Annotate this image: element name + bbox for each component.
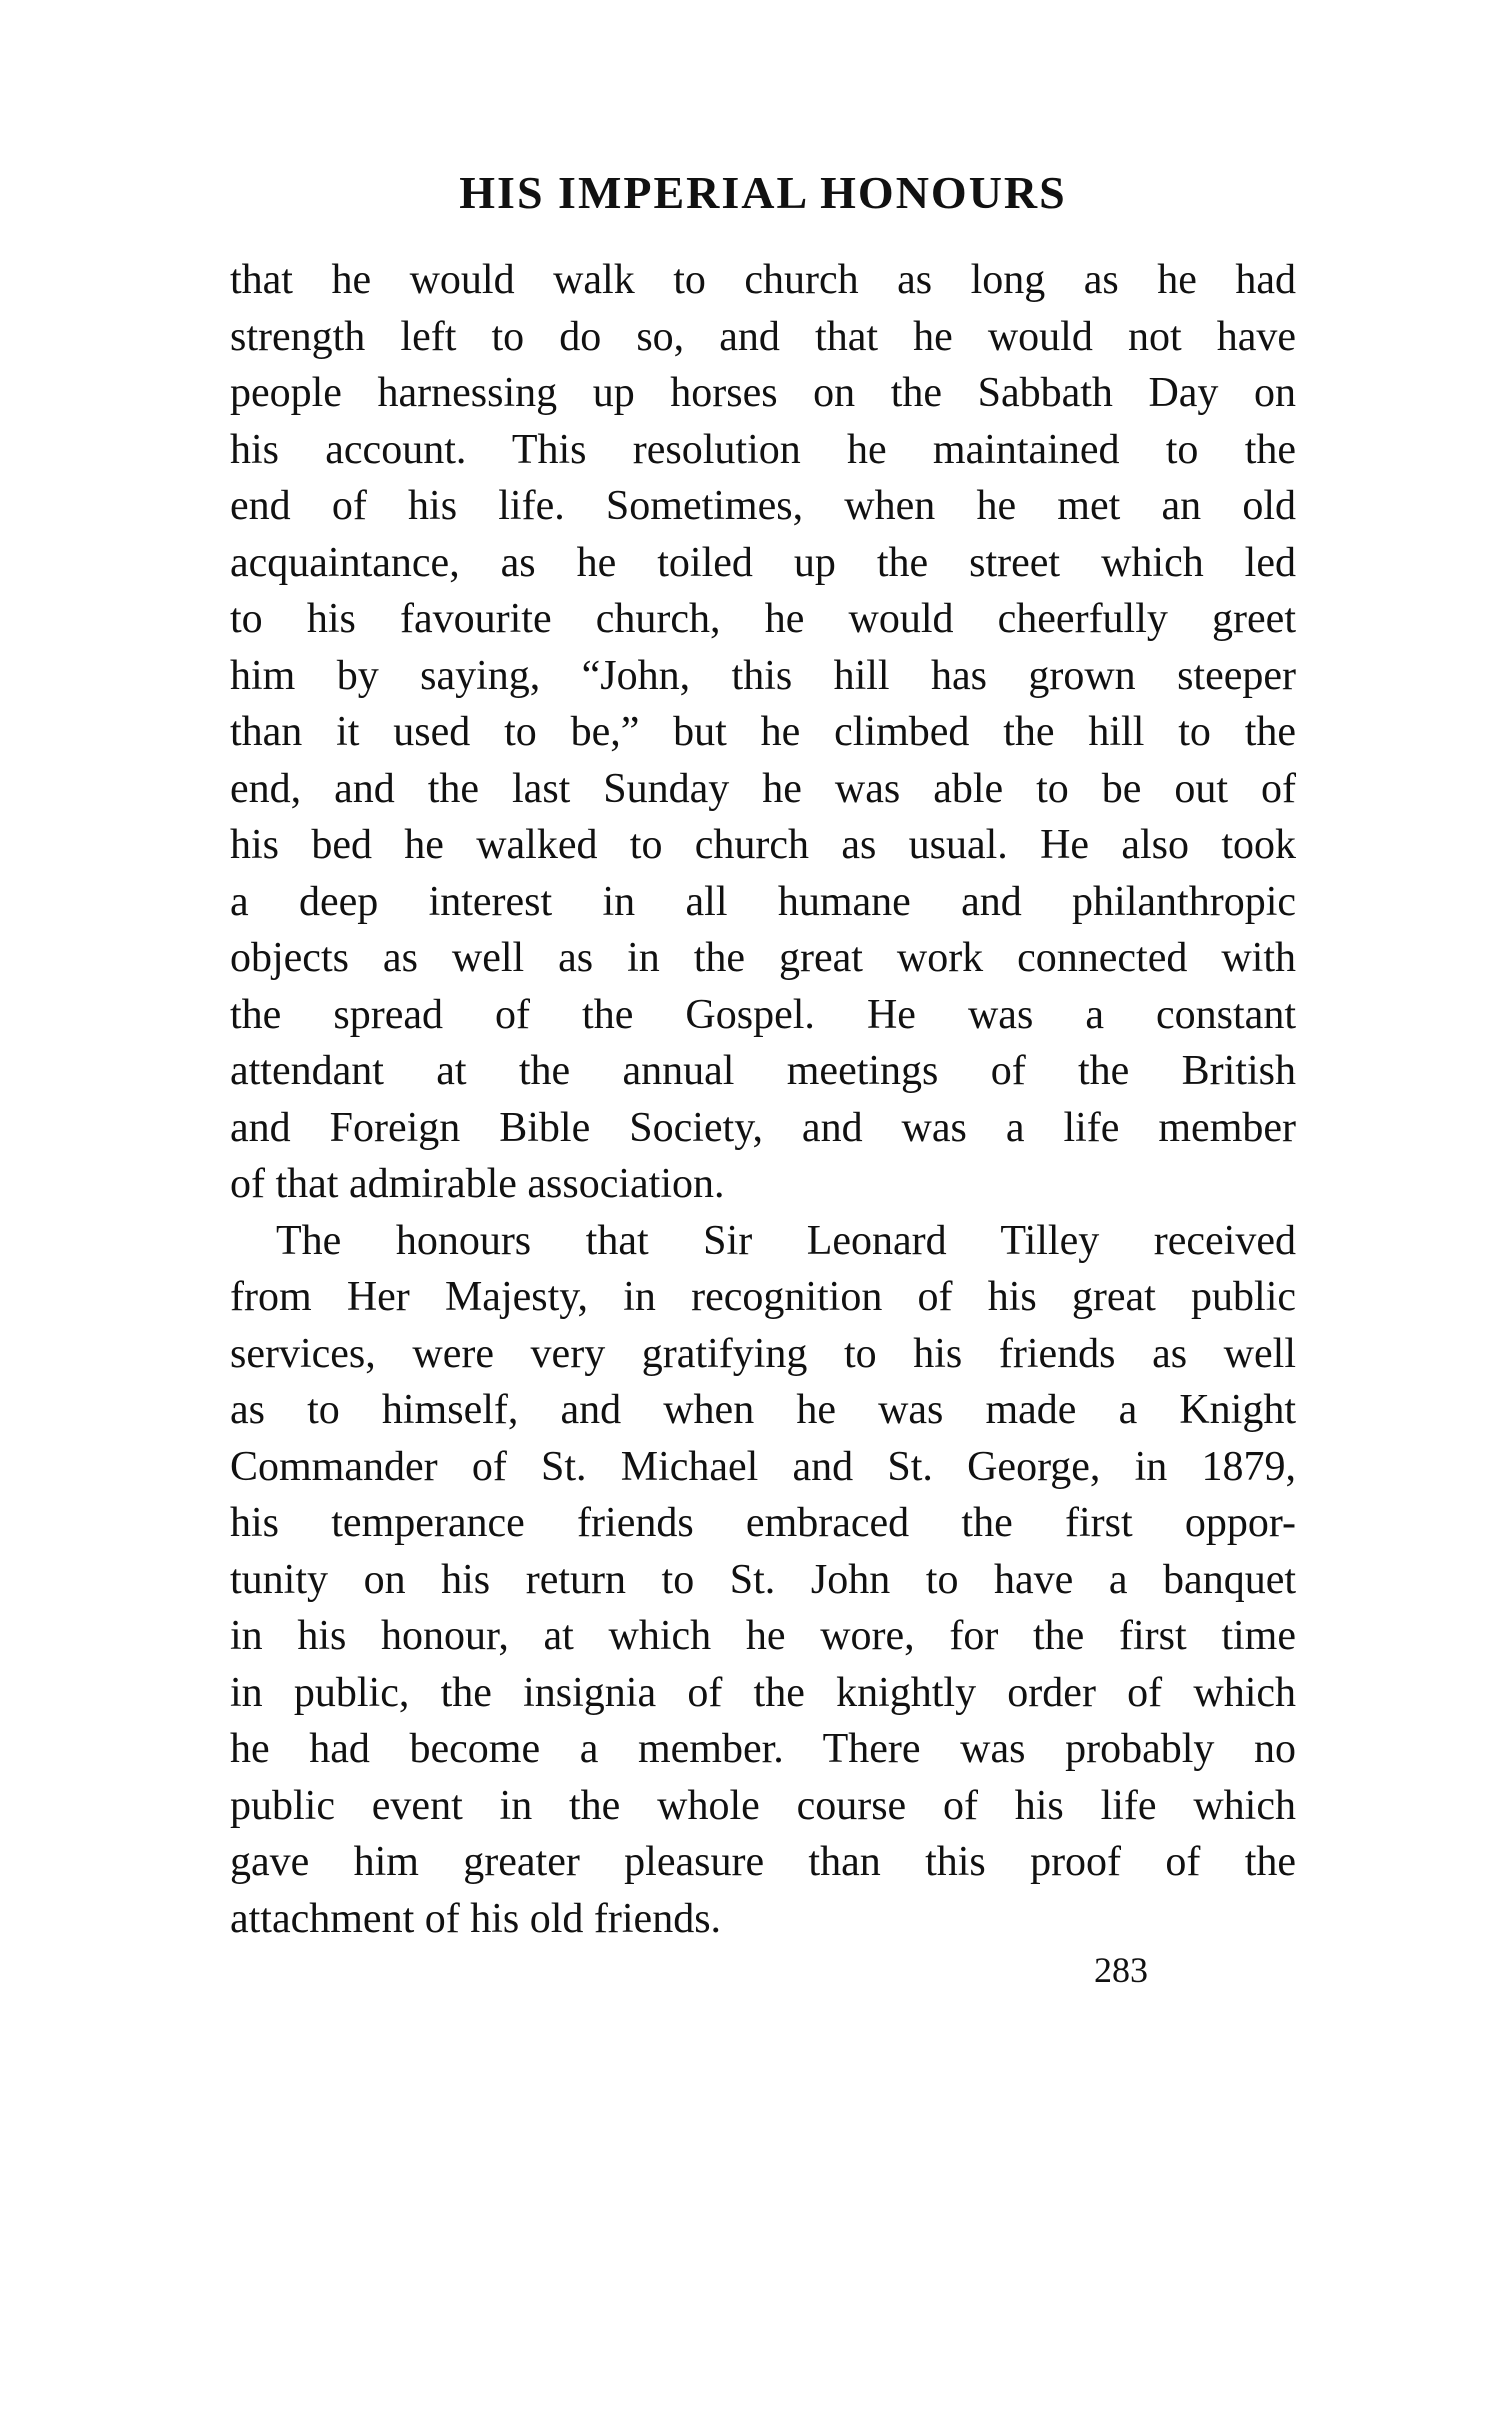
text-line: gave him greater pleasure than this proof of the bbox=[230, 1839, 1296, 1885]
paragraph-1 bbox=[230, 252, 1296, 1213]
text-line: attendant at the annual meetings of the British bbox=[230, 1048, 1296, 1094]
running-head: HIS IMPERIAL HONOURS bbox=[459, 167, 1067, 218]
text-line: his temperance friends embraced the first oppor- bbox=[230, 1500, 1296, 1546]
text-line: Commander of St. Michael and St. George, in 1879, bbox=[230, 1443, 1296, 1490]
text-line: him by saying, “John, this hill has grown steeper bbox=[230, 652, 1296, 699]
text-line: attachment of his old friends. bbox=[230, 1895, 722, 1942]
text-line: public event in the whole course of his life which bbox=[230, 1782, 1296, 1829]
text-line: as to himself, and when he was made a Knight bbox=[230, 1387, 1296, 1433]
text-line: end, and the last Sunday he was able to be out of bbox=[230, 765, 1296, 812]
text-line: strength left to do so, and that he would not have bbox=[230, 313, 1296, 360]
text-line: than it used to be,” but he climbed the hill to the bbox=[230, 709, 1296, 755]
text-line: The honours that Sir Leonard Tilley received bbox=[276, 1217, 1296, 1264]
text-line: that he would walk to church as long as he had bbox=[230, 257, 1296, 303]
text-line: in his honour, at which he wore, for the first time bbox=[230, 1613, 1296, 1659]
text-line: his account. This resolution he maintained to the bbox=[230, 426, 1296, 473]
text-line: end of his life. Sometimes, when he met an old bbox=[230, 483, 1296, 529]
text-line: a deep interest in all humane and philanthropic bbox=[230, 878, 1296, 925]
text-line: from Her Majesty, in recognition of his great public bbox=[230, 1274, 1296, 1320]
text-line: he had become a member. There was probably no bbox=[230, 1726, 1296, 1772]
text-line: objects as well as in the great work connected with bbox=[230, 935, 1296, 981]
body-text bbox=[230, 252, 1296, 1947]
text-line: his bed he walked to church as usual. He also took bbox=[230, 822, 1296, 868]
text-line: acquaintance, as he toiled up the street which led bbox=[230, 539, 1296, 586]
text-line: of that admirable association. bbox=[230, 1161, 725, 1207]
text-line: to his favourite church, he would cheerfully greet bbox=[230, 596, 1296, 642]
paragraph-2 bbox=[230, 1213, 1296, 1948]
text-line: people harnessing up horses on the Sabbath Day on bbox=[230, 370, 1296, 416]
text-line: tunity on his return to St. John to have a banquet bbox=[230, 1556, 1296, 1603]
text-line: the spread of the Gospel. He was a constant bbox=[230, 991, 1296, 1038]
text-line: in public, the insignia of the knightly order of which bbox=[230, 1669, 1296, 1716]
text-line: and Foreign Bible Society, and was a life member bbox=[230, 1104, 1296, 1151]
page-number: 283 bbox=[1094, 1950, 1148, 1990]
text-line: services, were very gratifying to his friends as well bbox=[230, 1330, 1296, 1377]
